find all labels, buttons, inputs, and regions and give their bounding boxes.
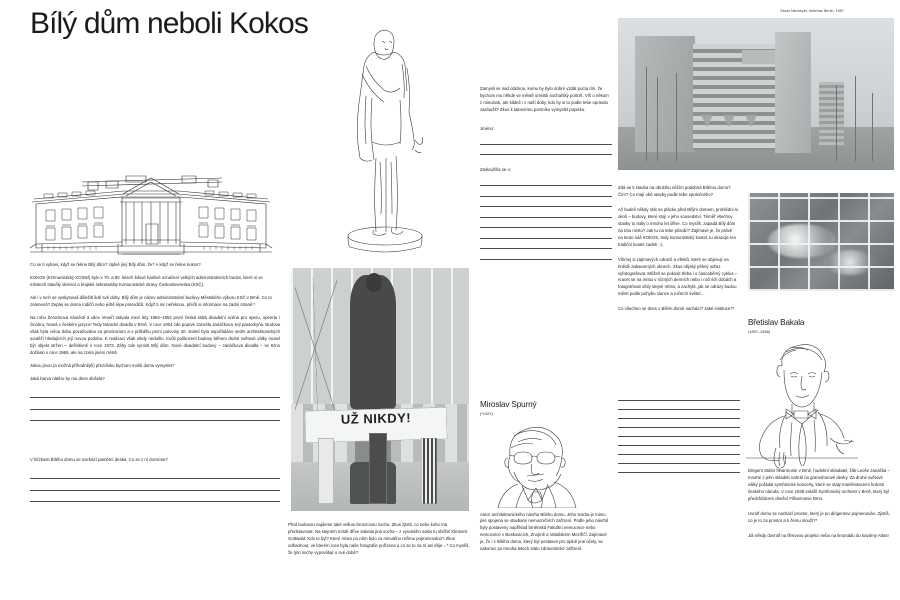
name-answer-line[interactable] [480, 154, 612, 155]
statue-text-block [288, 522, 470, 563]
merit-answer-line[interactable] [480, 259, 612, 260]
answer-line[interactable] [618, 454, 740, 455]
answer-line[interactable] [618, 463, 740, 464]
label-merit: Zasloužil/a se o: [480, 167, 512, 173]
bakala-name: Břetislav Bakala [748, 318, 805, 327]
bakala-text-block [748, 468, 893, 546]
right-question-instituce: Co všechno se dnes v Bílém domě nachází? Jaké instituce?* [618, 306, 735, 312]
merit-answer-line[interactable] [480, 238, 612, 239]
photo-pilotis [701, 115, 713, 127]
bakala-portrait-drawing [746, 340, 858, 468]
statue-text: Před budovou najdeme také velkou bronzovou sochu. Zkus zjistit, co nebo koho má představovat. Na stejném místě dříve stávala jiná socha – z vysokého soklu tu shlížel Klement Gottwald. Kdo to byl? Které místo po něm bylo za minulého režimu pojmenováno? Zkus odhadnout, ve kterém roce byla naše fotografie pořízena a co se to na ní asi děje…* Co myslíš, že tyto sochy vypovídají o své době? [288, 522, 470, 555]
merit-answer-line[interactable] [480, 217, 612, 218]
protest-banner-text: UŽ NIKDY! [340, 410, 412, 427]
left-divadlo: Na rohu Žerotínova náměstí a ulice Veveří stávala mezi lety 1884–1952 první česká stálá divadelní scéna pro operu, operetu i činohru, hraná v českém jazyce! Tedy Národní divadlo v Brně. V roce 1904 zde poprvé zazněla Janáčkova Její pastorkyňa. Budova však byla celou dobu považována za provizorium a v průběhu první poloviny 20. století bylo uspořádáno sedm architektonických soutěží hledajících její novou podobu. K realizaci však nikdy nedošlo. Kvůli poškození budovy během druhé světové války musel být objekt stržen – definitivně v roce 1973. Záhy zde vyrostl Bílý dům. Nové divadelní budovy – Janáčkova divadla – se Brno dočkalo v roce 1965, ale na zcela jiném místě. [30, 314, 280, 355]
spurny-portrait-drawing [484, 422, 588, 508]
photo-tree [872, 93, 873, 161]
left-intro: Co se ti vybaví, když se řekne Bílý dům? Úplně jiný Bílý dům, že? A když se řekne kokos? [30, 262, 201, 267]
photo-tree [646, 67, 647, 161]
middle-column [480, 86, 612, 269]
photo-tree [836, 85, 837, 161]
white-house-drawing [22, 168, 280, 260]
answer-line[interactable] [30, 409, 280, 410]
bakala-years: (1897–1958) [748, 328, 771, 334]
right-text-odrazy: Všímej si zajímavých odrazů a efektů, které se objevují na hnědě zabarvených oknech. Zkus nějaký pěkný odraz vyfotografovat. Můžeš se pokusit třeba i o časosběrný cyklus – vracet se na místo v různých denních nebo i ročních dobách a fotografovat vždy stejné místo, a zachytit, jak se odrazy budou měnit podle pohybu slunce a ročních světel… [618, 256, 738, 297]
niemeyer-photo [618, 18, 894, 170]
answer-line[interactable] [618, 400, 740, 401]
spurny-bio: Autor architektonického návrhu Bílého domu. Jeho tvorba je mimo jiné spojena se stavbami nemocničních zařízení. Podle jeho návrhů byly postaveny například brněnská Fakultní nemocnice nebo nemocnice v Boskovicích, Znojmě a Valašském Meziříčí. Zajímavé je, že i z Bílého domu, který byl postaven pro úplně jiné účely, se nakonec po mnoha letech stalo zdravotnické zařízení. [480, 511, 609, 552]
photo-left-slab [635, 36, 696, 152]
statue-drawing [322, 12, 448, 258]
right-text-plac: Až budeš někdy stát na plácku před Bílým domem, prohlédni si okolí – budovy, které stojí v jeho sousedství. Téměř všechny stavby tu stály o mnoho let dříve. Co myslíš, zapadá Bílý dům na toto místo? Jak tu na tebe působí? Zajímavé je, že právě na tento náš KOKOS, tedy komunistický kostel, tu ukazuje ten tradiční kostel zadek ;-). [618, 206, 738, 247]
left-question-3: V blízkosti Bílého domu se nachází pamětní deska. Co se z ní dozvíme? [30, 457, 168, 463]
answer-line[interactable] [30, 420, 280, 421]
photo-window-grid [748, 193, 894, 291]
photo-tree [657, 77, 658, 161]
protest-photo [291, 268, 469, 511]
spurny-years: (*1921) [480, 410, 493, 416]
photo-tree-branches [295, 278, 338, 419]
photo-person-middle [369, 433, 387, 503]
right-answer-lines [618, 400, 740, 481]
merit-answer-line[interactable] [480, 206, 612, 207]
person-spurny-block [480, 400, 612, 559]
photo-tree [855, 76, 856, 161]
photo-person-right [421, 438, 437, 504]
photo-person-left [318, 438, 334, 504]
right-question-compare: Zdá se ti stavba na obrázku něčím podobná Bílému domu? Čím? Co mají obě stavby podle tebe společného? [618, 185, 731, 197]
spurny-name: Miroslav Spurný [480, 400, 537, 409]
name-answer-line[interactable] [480, 144, 612, 145]
glass-facade-photo [748, 193, 894, 291]
left-vyznam: Ale i v nich se vyskytovali důležití lidé své doby. Bílý dům je název administrativní budovy Městského výboru KSČ v Brně. Co to znamená? Zeptej se doma rodičů nebo ještě lépe prarodičů. Když ti nic neřeknou, přečti si informace na zadní straně.* [30, 294, 272, 307]
photo-pilotis [723, 115, 735, 127]
answer-line[interactable] [618, 472, 740, 473]
label-name: Jméno: [480, 125, 495, 131]
photo-statue-figure [350, 275, 396, 409]
answer-line[interactable] [618, 436, 740, 437]
bakala-bio: Dirigent Státní filharmonie v Brně, hudební skladatel, žák Leoše Janáčka – mnohé z jeho skladeb nahrál na gramofonové desky. Za druhé světové války pořádal symfonické koncerty, které se staly manifestacemi hrdosti českého národa. V roce 1938 založil Symfonický orchestr v Brně, který byl předchůdcem dnešní Filharmonie Brno. [748, 468, 890, 501]
answer-line[interactable] [618, 445, 740, 446]
bakala-question-1: Uvnitř domu se nachází prostor, který je po dirigentovi pojmenován. Zjistíš, co je to za prostor a k čemu slouží?* [748, 510, 890, 523]
left-column [30, 262, 280, 513]
answer-line[interactable] [30, 490, 280, 491]
photo-pilotis [745, 115, 757, 127]
photo-tree [676, 73, 677, 161]
merit-answer-line[interactable] [480, 196, 612, 197]
answer-line[interactable] [30, 501, 280, 502]
answer-line[interactable] [618, 409, 740, 410]
left-kokos: KOKOS (KOmunistický KOStel) bylo v 70. a 80. letech lidové hanlivé označení velkých administrativních budov, které si ve městech stavěly okresní a krajské sekretariáty Komunistické strany Československa (KSČ). [30, 274, 263, 287]
answer-line[interactable] [618, 427, 740, 428]
answer-line[interactable] [30, 478, 280, 479]
right-column [618, 185, 738, 319]
mid-prompt: Zamysli se nad otázkou, komu by bylo dobré vzdát poctu tím, že bychom mu někde ve městě umístili sochařský portrét. Víš o někom z minulosti, ale klidně i z naší doby, kdo by si to podle tebe opravdu zasloužil? Zkus k takovému pomníku vymyslet popisku. [480, 86, 609, 112]
photo-far-tower [819, 82, 844, 146]
person-bakala-block [748, 318, 894, 334]
merit-answer-line[interactable] [480, 185, 612, 186]
answer-line[interactable] [30, 397, 280, 398]
merit-answer-line[interactable] [480, 227, 612, 228]
merit-answer-line[interactable] [480, 248, 612, 249]
left-question-2: Jaká barva nátěru by mu dnes slušela? [30, 376, 105, 382]
left-question-1: Jakou jinou (a možná příhodnější) přezdívku bychom mohli domu vymyslet? [30, 363, 175, 369]
bakala-question-2: Jdi někdy dovnitř na filmovou projekci nebo na limonádu do kavárny Atlas! [748, 532, 889, 538]
answer-line[interactable] [618, 418, 740, 419]
niemeyer-caption: Oscar Niemeyer, Interbau Berlin, 1957 [780, 9, 845, 13]
photo-right-slab [775, 32, 811, 154]
photo-statue-head [366, 273, 382, 292]
page-title: Bílý dům neboli Kokos [30, 7, 308, 40]
